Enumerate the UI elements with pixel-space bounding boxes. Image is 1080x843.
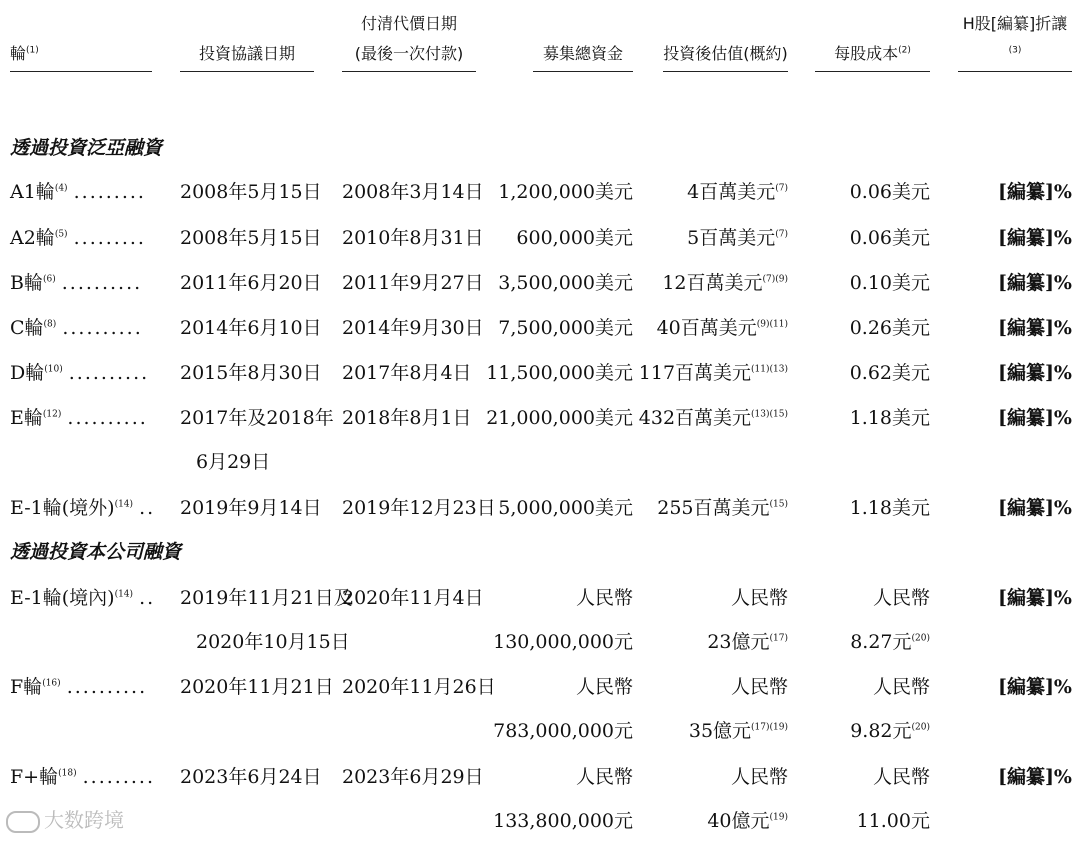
round-note: (5) — [54, 229, 68, 240]
header-valuation-label: 投資後估值(概約) — [663, 44, 788, 63]
header-valuation — [663, 39, 788, 72]
valuation-cell — [687, 216, 788, 260]
discount-cell: [編纂]% — [997, 181, 1072, 203]
table-row — [0, 396, 1080, 440]
cost-cell: 1.18美元 — [849, 497, 930, 519]
watermark-text: 大数跨境 — [44, 808, 124, 832]
valuation-note: (17) — [769, 633, 788, 644]
payment-date-cell: 2017年8月4日 — [342, 362, 472, 384]
valuation-cell — [731, 755, 788, 799]
round-note: (16) — [42, 678, 61, 689]
valuation-value: 432百萬美元 — [638, 407, 752, 429]
discount-cell: [編纂]% — [997, 497, 1072, 519]
section-title: 透過投資本公司融資 — [10, 541, 182, 563]
leader-dots: ......... — [82, 766, 155, 788]
valuation-cell-line2 — [707, 799, 788, 843]
valuation-value: 5百萬美元 — [687, 227, 776, 249]
funds-cell-line2: 133,800,000元 — [493, 810, 633, 832]
valuation-cell — [639, 396, 788, 440]
funds-cell: 11,500,000美元 — [486, 362, 633, 384]
cost-value-line2: 9.82元 — [850, 720, 912, 742]
cost-value-line2: 8.27元 — [850, 631, 912, 653]
valuation-cell — [657, 306, 788, 350]
cost-cell: 1.18美元 — [849, 407, 930, 429]
funds-cell: 21,000,000美元 — [486, 407, 633, 429]
valuation-note: (19) — [769, 812, 788, 823]
valuation-note: (15) — [769, 499, 788, 510]
cost-cell: 0.06美元 — [849, 181, 930, 203]
valuation-cell — [657, 486, 788, 530]
table-row — [0, 351, 1080, 395]
discount-cell: [編纂]% — [997, 587, 1072, 609]
round-note: (12) — [42, 409, 62, 420]
leader-dots: .......... — [68, 362, 150, 384]
agreement-date-cell: 2019年11月21日及 — [180, 587, 353, 609]
discount-cell: [編纂]% — [997, 317, 1072, 339]
header-agreement-date — [180, 39, 314, 72]
valuation-value-line2: 35億元 — [688, 720, 752, 742]
header-payment-line1: 付清代價日期 — [360, 14, 457, 33]
agreement-date-cell: 2014年6月10日 — [180, 317, 322, 339]
funds-cell: 人民幣 — [575, 676, 633, 698]
cost-cell: 人民幣 — [872, 587, 930, 609]
agreement-date-cell: 2023年6月24日 — [180, 766, 322, 788]
funds-cell: 人民幣 — [575, 587, 633, 609]
header-round-note: (1) — [26, 45, 39, 56]
round-cell — [10, 665, 147, 709]
table-row-continuation — [0, 709, 1080, 753]
cost-cell: 0.26美元 — [849, 317, 930, 339]
round-cell — [10, 486, 155, 530]
valuation-value: 40百萬美元 — [656, 317, 757, 339]
valuation-value: 4百萬美元 — [687, 181, 776, 203]
payment-date-cell: 2023年6月29日 — [342, 766, 484, 788]
table-row — [0, 306, 1080, 350]
funds-cell-line2: 130,000,000元 — [493, 631, 633, 653]
round-note: (14) — [114, 589, 134, 600]
header-cost-note: (2) — [898, 45, 911, 56]
table-row — [0, 170, 1080, 214]
round-name: B輪 — [10, 272, 43, 294]
table-row — [0, 486, 1080, 530]
funds-cell: 人民幣 — [575, 766, 633, 788]
header-payment-date — [342, 9, 476, 72]
header-total-funds — [533, 39, 633, 72]
cost-cell-line2 — [850, 709, 930, 753]
round-note: (14) — [114, 499, 134, 510]
payment-date-cell: 2020年11月4日 — [342, 587, 484, 609]
valuation-cell-line2 — [707, 620, 788, 664]
leader-dots: .. — [139, 587, 156, 609]
cost-cell: 人民幣 — [872, 766, 930, 788]
header-round — [10, 39, 152, 72]
round-name: E-1輪(境內) — [10, 587, 115, 609]
valuation-value: 人民幣 — [730, 766, 788, 788]
round-cell — [10, 261, 142, 305]
funds-cell: 1,200,000美元 — [498, 181, 633, 203]
cost-cell: 人民幣 — [872, 676, 930, 698]
cost-note: (20) — [911, 633, 930, 644]
valuation-value: 12百萬美元 — [662, 272, 763, 294]
agreement-date-cell: 2008年5月15日 — [180, 227, 322, 249]
agreement-date-cell-line2: 2020年10月15日 — [196, 631, 350, 653]
header-payment-line2: (最後一次付款) — [354, 44, 464, 63]
discount-cell: [編纂]% — [997, 272, 1072, 294]
cost-cell: 0.06美元 — [849, 227, 930, 249]
round-cell — [10, 351, 149, 395]
valuation-value: 人民幣 — [730, 587, 788, 609]
table-row — [0, 261, 1080, 305]
table-row-continuation — [0, 620, 1080, 664]
header-discount-note: (3) — [1008, 45, 1022, 56]
round-cell — [10, 170, 146, 214]
leader-dots: .......... — [61, 272, 143, 294]
valuation-value-line2: 23億元 — [707, 631, 770, 653]
discount-cell: [編纂]% — [997, 676, 1072, 698]
round-name: A2輪 — [10, 227, 55, 249]
header-cost — [815, 39, 930, 72]
leader-dots: .......... — [66, 676, 148, 698]
payment-date-cell: 2019年12月23日 — [342, 497, 496, 519]
valuation-cell — [662, 261, 788, 305]
valuation-note: (11)(13) — [751, 364, 788, 375]
agreement-date-cell: 2011年6月20日 — [180, 272, 322, 294]
valuation-note: (7)(9) — [762, 274, 788, 285]
round-name: E-1輪(境外) — [10, 497, 115, 519]
table-row — [0, 576, 1080, 620]
discount-cell: [編纂]% — [997, 227, 1072, 249]
cost-note: (20) — [911, 722, 930, 733]
round-name: E輪 — [10, 407, 43, 429]
valuation-value: 255百萬美元 — [657, 497, 770, 519]
round-cell — [10, 396, 148, 440]
watermark-logo-icon — [6, 811, 40, 833]
header-total-funds-label: 募集總資金 — [542, 44, 623, 63]
funds-cell: 3,500,000美元 — [498, 272, 633, 294]
table-row-continuation — [0, 799, 1080, 843]
payment-date-cell: 2008年3月14日 — [342, 181, 484, 203]
payment-date-cell: 2020年11月26日 — [342, 676, 496, 698]
table-row-continuation — [0, 440, 1080, 484]
cost-cell-line2 — [857, 799, 930, 843]
table-header — [0, 0, 1080, 80]
discount-cell: [編纂]% — [997, 362, 1072, 384]
payment-date-cell: 2014年9月30日 — [342, 317, 484, 339]
round-name: C輪 — [10, 317, 44, 339]
payment-date-cell: 2010年8月31日 — [342, 227, 484, 249]
watermark — [6, 804, 124, 833]
round-note: (8) — [43, 319, 57, 330]
payment-date-cell: 2011年9月27日 — [342, 272, 484, 294]
header-cost-label: 每股成本 — [834, 44, 899, 63]
header-agreement-label: 投資協議日期 — [198, 44, 295, 63]
cost-value-line2: 11.00元 — [856, 810, 930, 832]
agreement-date-cell: 2017年及2018年 — [180, 407, 334, 429]
valuation-cell — [687, 170, 788, 214]
round-cell — [10, 755, 155, 799]
cost-cell-line2 — [850, 620, 930, 664]
table-row — [0, 665, 1080, 709]
leader-dots: .......... — [62, 317, 143, 339]
agreement-date-cell: 2019年9月14日 — [180, 497, 322, 519]
round-name: A1輪 — [10, 181, 55, 203]
valuation-value-line2: 40億元 — [707, 810, 770, 832]
discount-cell: [編纂]% — [997, 407, 1072, 429]
valuation-note: (9)(11) — [756, 319, 788, 330]
valuation-value: 人民幣 — [730, 676, 788, 698]
agreement-date-cell: 2008年5月15日 — [180, 181, 322, 203]
leader-dots: ......... — [73, 227, 146, 249]
header-round-label: 輪 — [10, 44, 27, 63]
valuation-cell — [639, 351, 788, 395]
round-cell — [10, 306, 143, 350]
round-name: F輪 — [10, 676, 43, 698]
leader-dots: .. — [139, 497, 156, 519]
agreement-date-cell: 2020年11月21日 — [180, 676, 334, 698]
valuation-cell — [731, 576, 788, 620]
valuation-cell-line2 — [689, 709, 788, 753]
valuation-note: (7) — [775, 183, 788, 194]
valuation-cell — [731, 665, 788, 709]
round-note: (18) — [58, 768, 77, 779]
header-discount-label: H股[編纂]折讓 — [962, 14, 1068, 33]
agreement-date-cell-line2: 6月29日 — [196, 451, 271, 473]
leader-dots: ......... — [73, 181, 146, 203]
table-row — [0, 755, 1080, 799]
cost-cell: 0.10美元 — [849, 272, 930, 294]
cost-cell: 0.62美元 — [849, 362, 930, 384]
agreement-date-cell: 2015年8月30日 — [180, 362, 322, 384]
discount-cell: [編纂]% — [997, 766, 1072, 788]
valuation-note: (17)(19) — [751, 722, 788, 733]
funds-cell: 600,000美元 — [516, 227, 633, 249]
round-name: D輪 — [10, 362, 45, 384]
round-name: F+輪 — [10, 766, 59, 788]
funds-cell: 5,000,000美元 — [498, 497, 633, 519]
round-note: (4) — [54, 183, 68, 194]
valuation-value: 117百萬美元 — [638, 362, 752, 384]
funds-cell-line2: 783,000,000元 — [493, 720, 633, 742]
round-note: (10) — [44, 364, 63, 375]
valuation-note: (7) — [775, 229, 788, 240]
round-note: (6) — [42, 274, 56, 285]
header-discount — [958, 9, 1072, 72]
round-cell — [10, 576, 155, 620]
funds-cell: 7,500,000美元 — [498, 317, 633, 339]
section-title: 透過投資泛亞融資 — [10, 137, 163, 159]
valuation-note: (13)(15) — [751, 409, 788, 420]
leader-dots: .......... — [67, 407, 148, 429]
table-row — [0, 216, 1080, 260]
payment-date-cell: 2018年8月1日 — [342, 407, 472, 429]
round-cell — [10, 216, 146, 260]
